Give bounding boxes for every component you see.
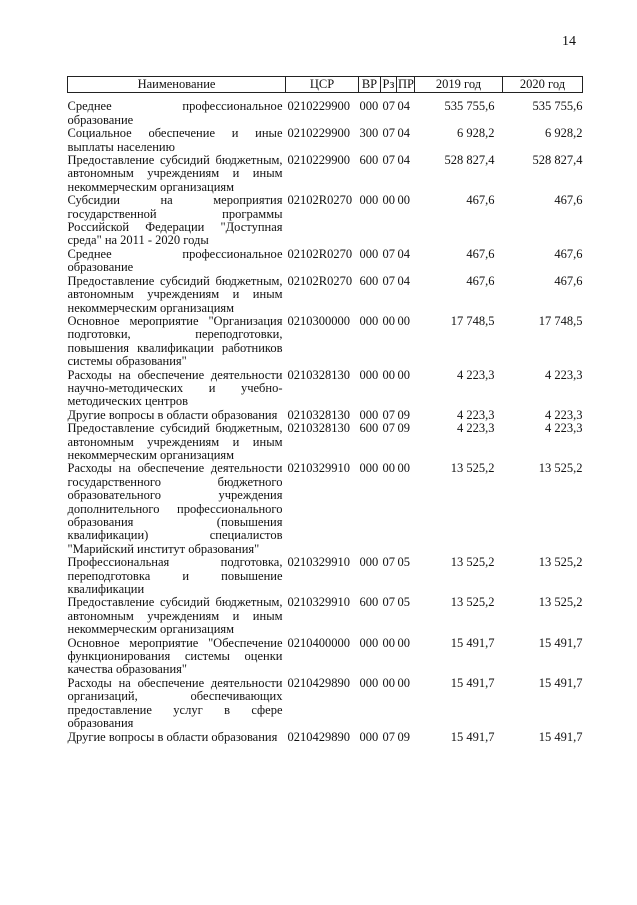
cell-name: Предоставление субсидий бюджетным, автономным учреждениям и иным некоммерческим организациям [67,273,283,315]
cell-rz: 07 [382,555,395,570]
cell-2020: 15 491,7 [538,635,583,650]
cell-vr: 000 [359,313,379,328]
cell-2019: 4 223,3 [457,367,495,382]
cell-2020: 4 223,3 [545,367,583,382]
table-row [68,731,583,744]
table-header [68,77,583,93]
cell-csr: 0210229900 [287,126,350,141]
cell-2020: 13 525,2 [538,555,583,570]
cell-rz: 00 [382,635,395,650]
table-row [68,409,583,422]
cell-2019: 15 491,7 [450,635,495,650]
table-row [68,154,583,194]
col-header-rz: Рз [381,77,397,93]
cell-rz: 07 [382,407,395,422]
cell-pr: 00 [397,635,410,650]
cell-csr: 0210328130 [287,421,350,436]
col-header-2020: 2020 год [503,77,583,93]
table-row [68,637,583,677]
cell-rz: 07 [382,153,395,168]
table-row [68,127,583,154]
cell-2019: 528 827,4 [444,153,495,168]
cell-2019: 15 491,7 [450,675,495,690]
cell-csr: 0210229900 [287,99,350,114]
cell-csr: 0210400000 [287,635,350,650]
col-header-pr: ПР [398,77,414,91]
cell-2020: 4 223,3 [545,407,583,422]
cell-rz: 00 [382,313,395,328]
cell-pr: 09 [397,421,410,436]
cell-vr: 000 [359,461,379,476]
cell-2020: 467,6 [554,193,583,208]
cell-2020: 535 755,6 [532,99,583,114]
cell-pr: 00 [397,313,410,328]
cell-csr: 0210300000 [287,313,350,328]
table-body [68,93,583,744]
cell-2019: 13 525,2 [450,555,495,570]
cell-pr: 04 [397,126,410,141]
cell-pr: 05 [397,595,410,610]
cell-name: Субсидии на мероприятия государственной программы Российской Федерации "Доступная среда" на 2011 - 2020 годы [67,193,283,248]
col-header-2019: 2019 год [415,77,503,93]
col-header-name: Наименование [68,77,286,93]
cell-2020: 467,6 [554,246,583,261]
cell-2020: 17 748,5 [538,313,583,328]
cell-vr: 000 [359,635,379,650]
cell-pr: 00 [397,193,410,208]
col-header-vr: ВР [359,77,381,93]
cell-rz: 07 [382,246,395,261]
cell-vr: 600 [359,595,379,610]
cell-csr: 0210329910 [287,555,350,570]
cell-2020: 528 827,4 [532,153,583,168]
cell-vr: 600 [359,421,379,436]
cell-pr: 00 [397,461,410,476]
cell-name: Среднее профессиональное образование [67,246,283,275]
cell-rz: 07 [382,99,395,114]
budget-table [67,76,583,744]
cell-rz: 07 [382,273,395,288]
cell-rz: 00 [382,461,395,476]
cell-name: Социальное обеспечение и иные выплаты населению [67,126,283,154]
col-header-csr: ЦСР [286,77,359,93]
cell-csr: 02102R0270 [287,193,353,208]
cell-2019: 467,6 [466,193,495,208]
cell-csr: 0210429890 [287,675,350,690]
cell-2019: 13 525,2 [450,461,495,476]
cell-name: Профессиональная подготовка, переподготовка и повышение квалификации [67,555,283,597]
cell-name: Расходы на обеспечение деятельности государственного бюджетного образовательного учреждения дополнительного профессионального образования (повышения квалификации) специалистов "Марийский институт образования" [67,461,283,556]
cell-2020: 15 491,7 [538,729,583,744]
cell-rz: 07 [382,421,395,436]
cell-vr: 600 [359,273,379,288]
cell-2019: 6 928,2 [457,126,495,141]
table-row [68,677,583,731]
cell-pr: 04 [397,153,410,168]
cell-vr: 000 [359,407,379,422]
cell-pr: 04 [397,273,410,288]
cell-pr: 04 [397,99,410,114]
cell-vr: 000 [359,729,379,744]
cell-2020: 15 491,7 [538,675,583,690]
cell-csr: 0210429890 [287,729,350,744]
cell-csr: 0210229900 [287,153,350,168]
table-row [68,596,583,636]
cell-pr: 00 [397,367,410,382]
cell-rz: 00 [382,367,395,382]
cell-vr: 000 [359,555,379,570]
table-row [68,556,583,596]
cell-pr: 05 [397,555,410,570]
cell-csr: 0210328130 [287,407,350,422]
cell-vr: 000 [359,675,379,690]
cell-rz: 07 [382,729,395,744]
cell-csr: 0210329910 [287,461,350,476]
cell-name: Предоставление субсидий бюджетным, автономным учреждениям и иным некоммерческим организациям [67,421,283,462]
cell-2019: 467,6 [466,273,495,288]
cell-rz: 00 [382,193,395,208]
table-row [68,275,583,315]
cell-pr: 04 [397,246,410,261]
cell-rz: 00 [382,675,395,690]
cell-pr: 00 [397,675,410,690]
table-row [68,369,583,409]
cell-2020: 13 525,2 [538,595,583,610]
cell-csr: 02102R0270 [287,246,353,261]
table-row [68,462,583,556]
cell-vr: 000 [359,99,379,114]
cell-vr: 000 [359,193,379,208]
table-row [68,194,583,248]
cell-csr: 02102R0270 [287,273,353,288]
cell-2020: 6 928,2 [545,126,583,141]
cell-2020: 4 223,3 [545,421,583,436]
cell-csr: 0210328130 [287,367,350,382]
cell-csr: 0210329910 [287,595,350,610]
cell-2019: 4 223,3 [457,407,495,422]
cell-2019: 13 525,2 [450,595,495,610]
cell-rz: 07 [382,595,395,610]
cell-vr: 300 [359,126,379,141]
cell-pr: 09 [397,407,410,422]
cell-name: Расходы на обеспечение деятельности организаций, обеспечивающих предоставление услуг в сфере образования [67,675,283,731]
table-row [68,315,583,369]
cell-vr: 000 [359,367,379,382]
cell-2019: 467,6 [466,246,495,261]
cell-name: Расходы на обеспечение деятельности научно-методических и учебно-методических центров [67,367,283,409]
cell-name: Основное мероприятие "Организация подготовки, переподготовки, повышения квалификации работников системы образования" [67,313,283,369]
cell-2019: 535 755,6 [444,99,495,114]
cell-2019: 4 223,3 [457,421,495,436]
cell-2020: 13 525,2 [538,461,583,476]
cell-rz: 07 [382,126,395,141]
cell-name: Предоставление субсидий бюджетным, автономным учреждениям и иным некоммерческим организациям [67,595,283,637]
cell-name: Другие вопросы в области образования [67,729,278,744]
cell-2019: 17 748,5 [450,313,495,328]
cell-2020: 467,6 [554,273,583,288]
cell-name: Другие вопросы в области образования [67,407,278,422]
cell-vr: 000 [359,246,379,261]
cell-pr: 09 [397,729,410,744]
cell-vr: 600 [359,153,379,168]
cell-name: Среднее профессиональное образование [67,99,283,127]
table-row [68,422,583,462]
table-row [68,248,583,275]
cell-name: Основное мероприятие "Обеспечение функционирования системы оценки качества образования" [67,635,283,677]
page-number: 14 [562,34,576,49]
cell-2019: 15 491,7 [450,729,495,744]
table-row [68,93,583,127]
cell-name: Предоставление субсидий бюджетным, автономным учреждениям и иным некоммерческим организациям [67,153,283,194]
